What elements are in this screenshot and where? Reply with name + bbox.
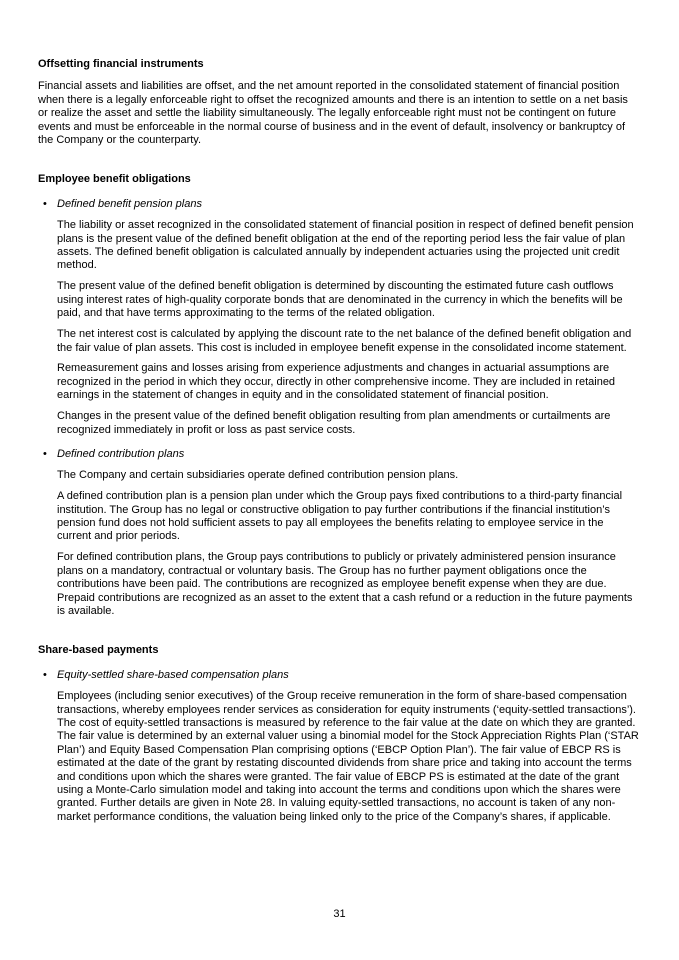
paragraph-offsetting-1: Financial assets and liabilities are offset, and the net amount reported in the consolidated statement of financial position when there is a legally enforceable right to offset the recognized amounts and there is an intention to settle on a net basis or realize the asset and settle the liability simultaneously. The legally enforceable right must not be contingent on future events and must be enforceable in the normal course of business and in the event of default, insolvency or bankruptcy of the Company or the counterparty.: [38, 80, 628, 147]
bullet-item-defined-contribution: [38, 448, 640, 461]
bullet-icon: •: [43, 197, 47, 210]
bullet-label-defined-benefit: Defined benefit pension plans: [57, 197, 202, 210]
bullet-label-defined-contribution: Defined contribution plans: [57, 447, 185, 460]
document-content: [38, 58, 640, 832]
paragraph-defined-benefit-5: Changes in the present value of the defined benefit obligation resulting from plan amendments or curtailments are recognized immediately in profit or loss as past service costs.: [57, 410, 611, 436]
section-heading-share-based: Share-based payments: [38, 644, 159, 657]
section-employee-benefit-obligations: [38, 173, 640, 618]
section-heading-offsetting: Offsetting financial instruments: [38, 58, 204, 70]
bullet-icon: •: [43, 668, 47, 681]
page-number: 31: [333, 908, 346, 920]
paragraph-defined-benefit-3: The net interest cost is calculated by applying the discount rate to the net balance of the defined benefit obligation and the fair value of plan assets. This cost is included in employee benefit expense in the consolidated income statement.: [57, 328, 632, 354]
bullet-label-equity-settled: Equity-settled share-based compensation plans: [57, 668, 289, 681]
section-share-based-payments: [38, 644, 640, 824]
bullet-item-defined-benefit: [38, 198, 640, 211]
section-offsetting-financial-instruments: [38, 58, 640, 147]
paragraph-equity-settled-1: Employees (including senior executives) of the Group receive remuneration in the form of share-based compensation transactions, whereby employees render services as consideration for equity instruments (‘equity-settled transactions’). The cost of equity-settled transactions is measured by reference to the fair value at the date on which they are granted. The fair value is determined by an external valuer using a binomial model for the Stock Appreciation Rights Plan (‘STAR Plan’) and Equity Based Compensation Plan comprising options (‘EBCP Option Plan’). The fair value of EBCP RS is estimated at the date of the grant by restating discounted dividends from share price and taking into account the terms and conditions upon which the shares were granted. The fair value of EBCP PS is estimated at the date of the grant using a Monte-Carlo simulation model and taking into account the terms and conditions upon which the shares were granted. Further details are given in Note 28. In valuing equity-settled transactions, no account is taken of any non-market performance conditions, the valuation being linked only to the price of the Company’s shares, if applicable.: [57, 690, 639, 823]
defined-contribution-paragraphs: [38, 469, 640, 618]
paragraph-defined-benefit-4: Remeasurement gains and losses arising from experience adjustments and changes in actuarial assumptions are recognized in the period in which they occur, directly in other comprehensive income. They are included in retained earnings in the statement of changes in equity and in the consolidated statement of financial position.: [57, 362, 616, 402]
paragraph-defined-benefit-1: The liability or asset recognized in the consolidated statement of financial position in respect of defined benefit pension plans is the present value of the defined benefit obligation at the end of the reporting period less the fair value of plan assets. The defined benefit obligation is calculated annually by independent actuaries using the projected unit credit method.: [57, 219, 634, 272]
paragraph-defined-contribution-1: The Company and certain subsidiaries operate defined contribution pension plans.: [57, 469, 459, 482]
bullet-icon: •: [43, 447, 47, 460]
section-heading-employee-benefit: Employee benefit obligations: [38, 173, 191, 186]
paragraph-defined-contribution-2: A defined contribution plan is a pension plan under which the Group pays fixed contributions to a third-party financial institution. The Group has no legal or constructive obligation to pay further contributions if the financial institution’s pension fund does not hold sufficient assets to pay all employees the benefits relating to employee service in the current and prior periods.: [57, 490, 623, 543]
paragraph-defined-benefit-2: The present value of the defined benefit obligation is determined by discounting the estimated future cash outflows using interest rates of high-quality corporate bonds that are denominated in the currency in which the benefits will be paid, and that have terms approximating to the terms of the related obligation.: [57, 280, 623, 320]
defined-benefit-paragraphs: [38, 219, 640, 437]
equity-settled-paragraphs: [38, 690, 640, 824]
bullet-item-equity-settled: [38, 669, 640, 682]
paragraph-defined-contribution-3: For defined contribution plans, the Group pays contributions to publicly or privately administered pension insurance plans on a mandatory, contractual or voluntary basis. The Group has no further payment obligations once the contributions have been paid. The contributions are recognized as employee benefit expense when they are due. Prepaid contributions are recognized as an asset to the extent that a cash refund or a reduction in the future payments is available.: [57, 551, 633, 617]
